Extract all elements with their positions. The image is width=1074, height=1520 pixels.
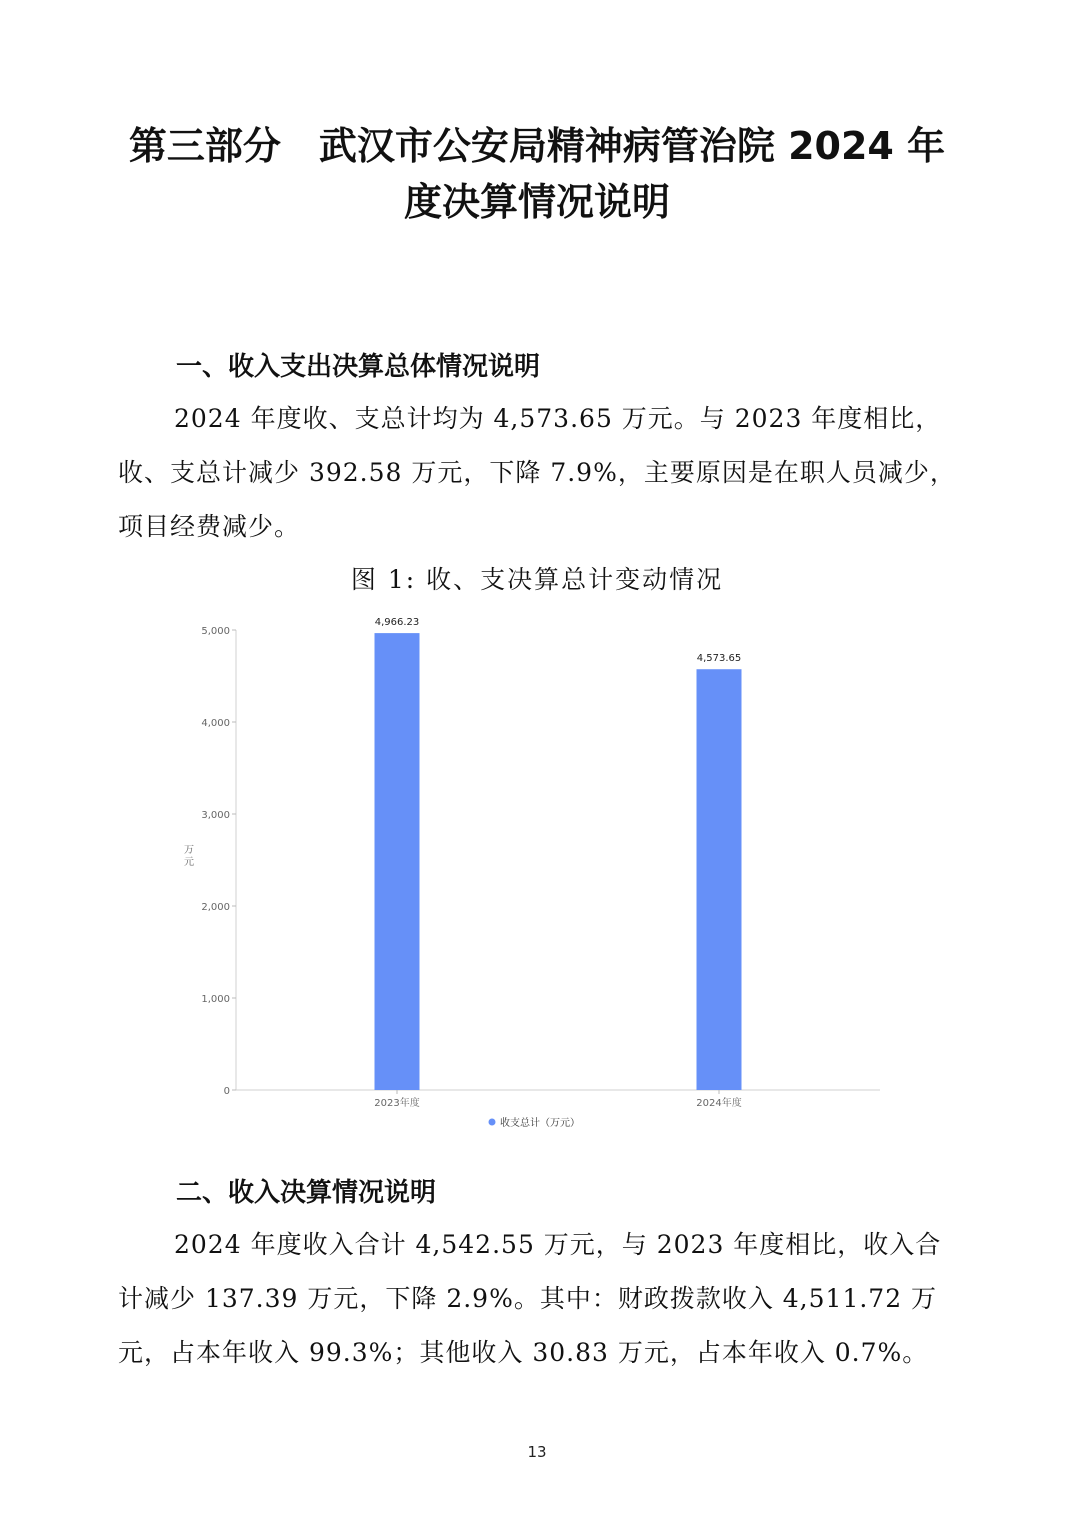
section2-paragraph: 2024 年度收入合计 4,542.55 万元，与 2023 年度相比，收入合计减少 137.39 万元，下降 2.9%。其中：财政拨款收入 4,511.72 万元，占本年收入 99.3%；其他收入 30.83 万元，占本年收入 0.7%。	[118, 1230, 942, 1367]
y-tick-label: 4,000	[201, 718, 230, 729]
page-title-line2: 度决算情况说明	[403, 180, 670, 224]
figure1-caption: 图 1: 收、支决算总计变动情况	[350, 565, 724, 594]
y-tick-label: 1,000	[201, 994, 230, 1005]
section1-paragraph: 2024 年度收、支总计均为 4,573.65 万元。与 2023 年度相比，收、支总计减少 392.58 万元，下降 7.9%，主要原因是在职人员减少，项目经费减少。	[118, 404, 956, 541]
bar-value-label: 4,966.23	[374, 617, 420, 629]
bar	[375, 633, 420, 1090]
x-tick-label: 2024年度	[696, 1098, 742, 1109]
bar-chart	[170, 605, 900, 1145]
bar-value-label: 4,573.65	[696, 653, 742, 665]
y-tick-label: 0	[223, 1086, 230, 1097]
legend-label: 收支总计（万元）	[500, 1118, 580, 1129]
page-title	[100, 118, 974, 230]
legend-marker	[489, 1119, 496, 1126]
bar	[697, 669, 742, 1090]
section1-heading: 一、收入支出决算总体情况说明	[176, 352, 541, 382]
bar-chart-svg	[170, 605, 900, 1145]
page-title-line1: 第三部分 武汉市公安局精神病管治院 2024 年	[128, 124, 946, 168]
y-tick-label: 2,000	[201, 902, 230, 913]
x-tick-label: 2023年度	[374, 1098, 420, 1109]
section2-heading: 二、收入决算情况说明	[176, 1178, 437, 1208]
y-axis-label: 万元	[184, 845, 194, 868]
page-number: 13	[527, 1443, 547, 1461]
y-tick-label: 3,000	[201, 810, 230, 821]
y-tick-label: 5,000	[201, 626, 230, 637]
